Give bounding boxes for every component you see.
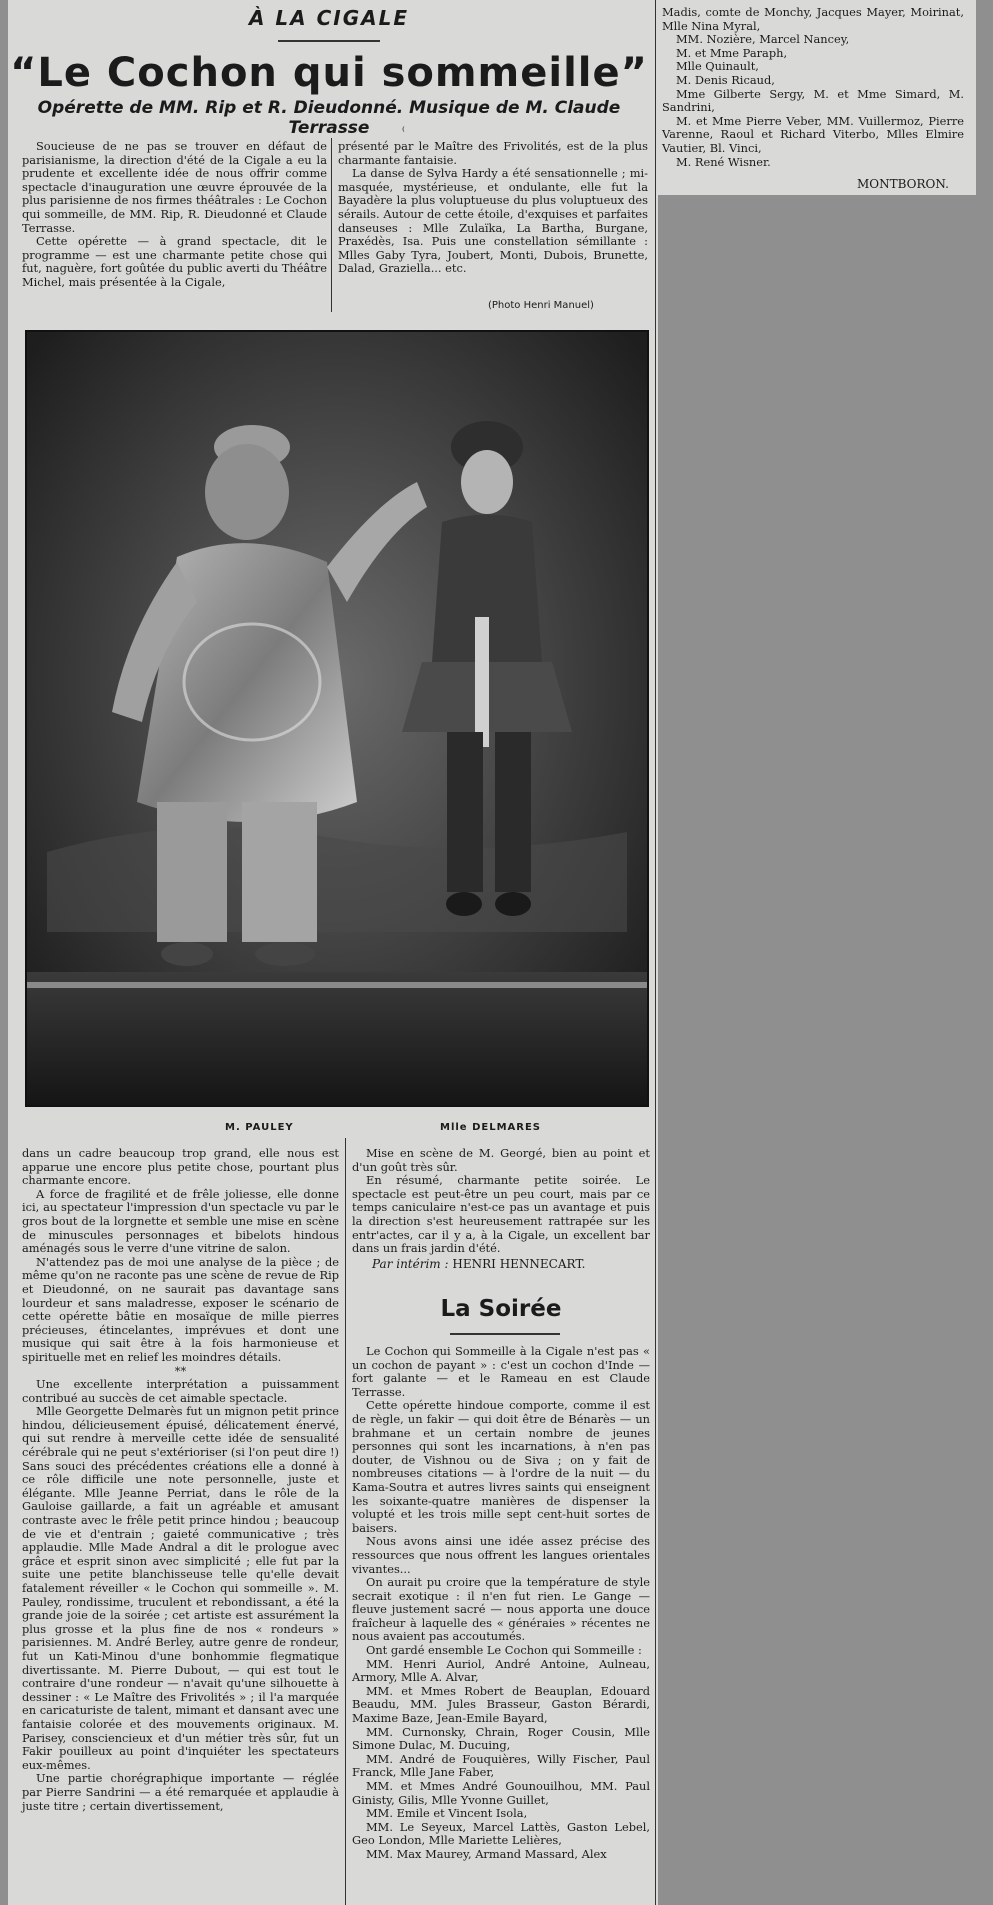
guest-list-item: MM. Max Maurey, Armand Massard, Alex	[366, 1846, 607, 1861]
guest-list-item: MM. et Mmes André Gounouilhou, MM. Paul Ginisty, Gilis, Mlle Yvonne Guillet,	[352, 1779, 650, 1807]
column-rule	[655, 0, 656, 1905]
paragraph: Soucieuse de ne pas se trouver en défaut de parisianisme, la direction d'été de la Cigale a eu la prudente et excellente idée de nous offrir comme spectacle d'inauguration une œuvre éprouvée de la plus parisienne de nos firmes théâtrales : Le Cochon qui sommeille, de MM. Rip, R. Dieudonné et Claude Terrasse.	[22, 139, 327, 235]
guest-list-item: MM. Le Seyeux, Marcel Lattès, Gaston Lebel, Geo London, Mlle Mariette Lelières,	[352, 1819, 650, 1848]
paragraph: Cette opérette — à grand spectacle, dit le programme — est une charmante petite chose qui fut, naguère, fort goûtée du public averti du Théâtre Michel, mais présentée à la Cigale,	[22, 234, 327, 289]
guest-list-item: Mme Gilberte Sergy, M. et Mme Simard, M. Sandrini,	[662, 86, 964, 115]
article-column-4	[352, 1147, 650, 1256]
guest-list-item: M. René Wisner.	[676, 154, 771, 169]
article-column-3	[22, 1147, 339, 1813]
photo-credit: (Photo Henri Manuel)	[488, 300, 594, 311]
photo-caption-right: Mlle DELMARES	[440, 1122, 541, 1133]
kicker-underline	[278, 40, 380, 42]
paragraph: Mise en scène de M. Georgé, bien au point et d'un goût très sûr.	[352, 1146, 650, 1174]
sidebar-signature: MONTBORON.	[857, 177, 949, 191]
guest-list-item: Mlle Quinault,	[676, 59, 759, 74]
guest-list-item: Madis, comte de Monchy, Jacques Mayer, Moirinat, Mlle Nina Myral,	[662, 5, 964, 33]
paragraph: Mlle Georgette Delmarès fut un mignon petit prince hindou, délicieusement épuisé, délicatement énervé, qui sut rendre à merveille cette idée de sensualité cérébrale qui ne peut s'extérioriser (si l'on peut dire !) Sans souci des précédentes créations elle a donné à ce rôle difficile une note personnelle, juste et élégante. Mlle Jeanne Perriat, dans le rôle de la Gauloise gaillarde, a fait un agréable et amusant contraste avec le frêle petit prince hindou ; beaucoup de vie et d'entrain ; gaieté communicative ; très applaudie. Mlle Made Andral a dit le prologue avec grâce et esprit sinon avec simplicité ; elle fut par la suite une petite blanchisseuse telle qu'elle devait fatalement réveiller « le Cochon qui sommeille ». M. Pauley, rondissime, truculent et rebondissant, a été la grande joie de la soirée ; cet artiste est assurément la plus grosse et la plus fine de nos « rondeurs » parisiennes. M. André Berley, autre genre de rondeur, fut un Kati-Minou d'une bonhommie flegmatique divertissante. M. Pierre Dubout, — qui est tout le contraire d'une rondeur — n'avait qu'une silhouette à dessiner : « Le Maître des Frivolités » ; il l'a marquée en caricaturiste de talent, mimant et dansant avec une fantaisie colorée et des mouvements originaux. M. Parisey, consciencieux et d'un métier très sûr, fut un Fakir pouilleux au point d'inquiéter les spectateurs eux-mêmes.	[22, 1404, 339, 1772]
asterism: **	[174, 1363, 187, 1378]
guest-list-item: M. et Mme Paraph,	[676, 45, 788, 60]
guest-list-item: MM. et Mmes Robert de Beauplan, Edouard Beaudu, MM. Jules Brasseur, Gaston Bérardi, Maxime Baze, Jean-Emile Bayard,	[352, 1683, 650, 1726]
photo-caption-left: M. PAULEY	[225, 1122, 294, 1133]
sidebar-column	[662, 6, 964, 169]
headline: “Le Cochon qui sommeille”	[10, 50, 648, 96]
stage-photograph	[25, 330, 649, 1107]
section-kicker: À LA CIGALE	[248, 6, 410, 30]
guest-list-item: MM. Curnonsky, Chrain, Roger Cousin, Mlle Simone Dulac, M. Ducuing,	[352, 1724, 650, 1753]
byline-name: HENRI HENNECART.	[452, 1257, 586, 1271]
column-rule	[345, 1138, 346, 1905]
article-column-2	[338, 140, 648, 276]
paragraph: En résumé, charmante petite soirée. Le spectacle est peut-être un peu court, mais par ce temps caniculaire n'est-ce pas un avantage et puis la direction s'est heureusement rattrapée sur les entr'actes, car il y a, à la Cigale, un excellent bar dans un frais jardin d'été.	[352, 1173, 650, 1256]
guest-list-item: MM. Emile et Vincent Isola,	[366, 1806, 528, 1821]
paragraph: N'attendez pas de moi une analyse de la pièce ; de même qu'on ne raconte pas une scène de revue de Rip et Dieudonné, on ne saurait pas davantage sans lourdeur et sans maladresse, exposer le scénario de cette opérette bâtie en mosaïque de mille pierres précieuses, étincelantes, imprévues et dont une musique qui sait être à la fois harmonieuse et spirituelle met en relief les moindres détails.	[22, 1254, 339, 1364]
paragraph: A force de fragilité et de frêle joliesse, elle donne ici, au spectateur l'impression d'un spectacle vu par le gros bout de la lorgnette et semble une mise en scène de minuscules personnages et bibelots hindous aménagés sous le verre d'une vitrine de salon.	[22, 1186, 339, 1256]
paragraph: Une excellente interprétation a puissamment contribué au succès de cet aimable spectacle.	[22, 1377, 339, 1405]
photo-illustration	[27, 332, 647, 1105]
soiree-title: La Soirée	[440, 1296, 562, 1322]
column-rule	[331, 138, 332, 312]
guest-list-item: M. Denis Ricaud,	[676, 72, 775, 87]
paragraph: La danse de Sylva Hardy a été sensationnelle ; mi-masquée, mystérieuse, et ondulante, elle fut la Bayadère la plus voluptueuse du plus voluptueux des sérails. Autour de cette étoile, d'exquises et parfaites danseuses : Mlle Zulaïka, La Bartha, Burgane, Praxédès, Isa. Puis une constellation sémillante : Mlles Gaby Tyra, Joubert, Monti, Dubois, Brunette, Dalad, Graziella... etc.	[338, 166, 648, 276]
paragraph: dans un cadre beaucoup trop grand, elle nous est apparue une encore plus petite chose, pourtant plus charmante encore.	[22, 1146, 339, 1188]
subheadline: Opérette de MM. Rip et R. Dieudonné. Musique de M. Claude Terrasse	[37, 98, 621, 138]
paragraph: Une partie chorégraphique importante — réglée par Pierre Sandrini — a été remarquée et applaudie à juste titre ; certain divertissement,	[22, 1771, 339, 1813]
guest-list-item: MM. André de Fouquières, Willy Fischer, Paul Franck, Mlle Jane Faber,	[352, 1751, 650, 1780]
article-column-1	[22, 140, 327, 290]
soiree-underline	[450, 1333, 560, 1335]
soiree-column	[352, 1345, 650, 1862]
paragraph: On aurait pu croire que la température de style secrait exotique : il n'en fut rien. Le Gange — fleuve justement sacré — nous apporta une douce fraîcheur à laquelle des « généraies » récentes ne nous avaient pas accoutumés.	[352, 1575, 650, 1644]
guest-list-item: MM. Henri Auriol, André Antoine, Aulneau, Armory, Mlle A. Alvar,	[352, 1656, 650, 1685]
paragraph: présenté par le Maître des Frivolités, est de la plus charmante fantaisie.	[338, 139, 648, 167]
paragraph: Nous avons ainsi une idée assez précise des ressources que nous offrent les langues orientales vivantes...	[352, 1534, 650, 1576]
paragraph: Le Cochon qui Sommeille à la Cigale n'est pas « un cochon de payant » : c'est un cochon d'Inde — fort galante — et le Rameau en est Claude Terrasse.	[352, 1344, 650, 1399]
paragraph: Cette opérette hindoue comporte, comme il est de règle, un fakir — qui doit être de Bénarès — un brahmane et un certain nombre de jeunes personnes qui sont les incarnations, à n'en pas douter, de Vishnou ou de Siva ; on y fait de nombreuses citations — à l'ordre de la nuit — du Kama-Soutra et autres livres saints qui enseignent les soixante-quatre manières de dispenser la volupté et les trois mille sept cent-huit sortes de baisers.	[352, 1398, 650, 1535]
divider-mark: ⁽	[402, 124, 405, 138]
byline	[372, 1257, 585, 1271]
paragraph: Ont gardé ensemble Le Cochon qui Sommeille :	[366, 1643, 642, 1658]
guest-list-item: M. et Mme Pierre Veber, MM. Vuillermoz, Pierre Varenne, Raoul et Richard Viterbo, Mlles Elmire Vautier, Bl. Vinci,	[662, 113, 964, 155]
byline-prefix: Par intérim :	[372, 1257, 449, 1271]
guest-list-item: MM. Nozière, Marcel Nancey,	[676, 32, 850, 47]
